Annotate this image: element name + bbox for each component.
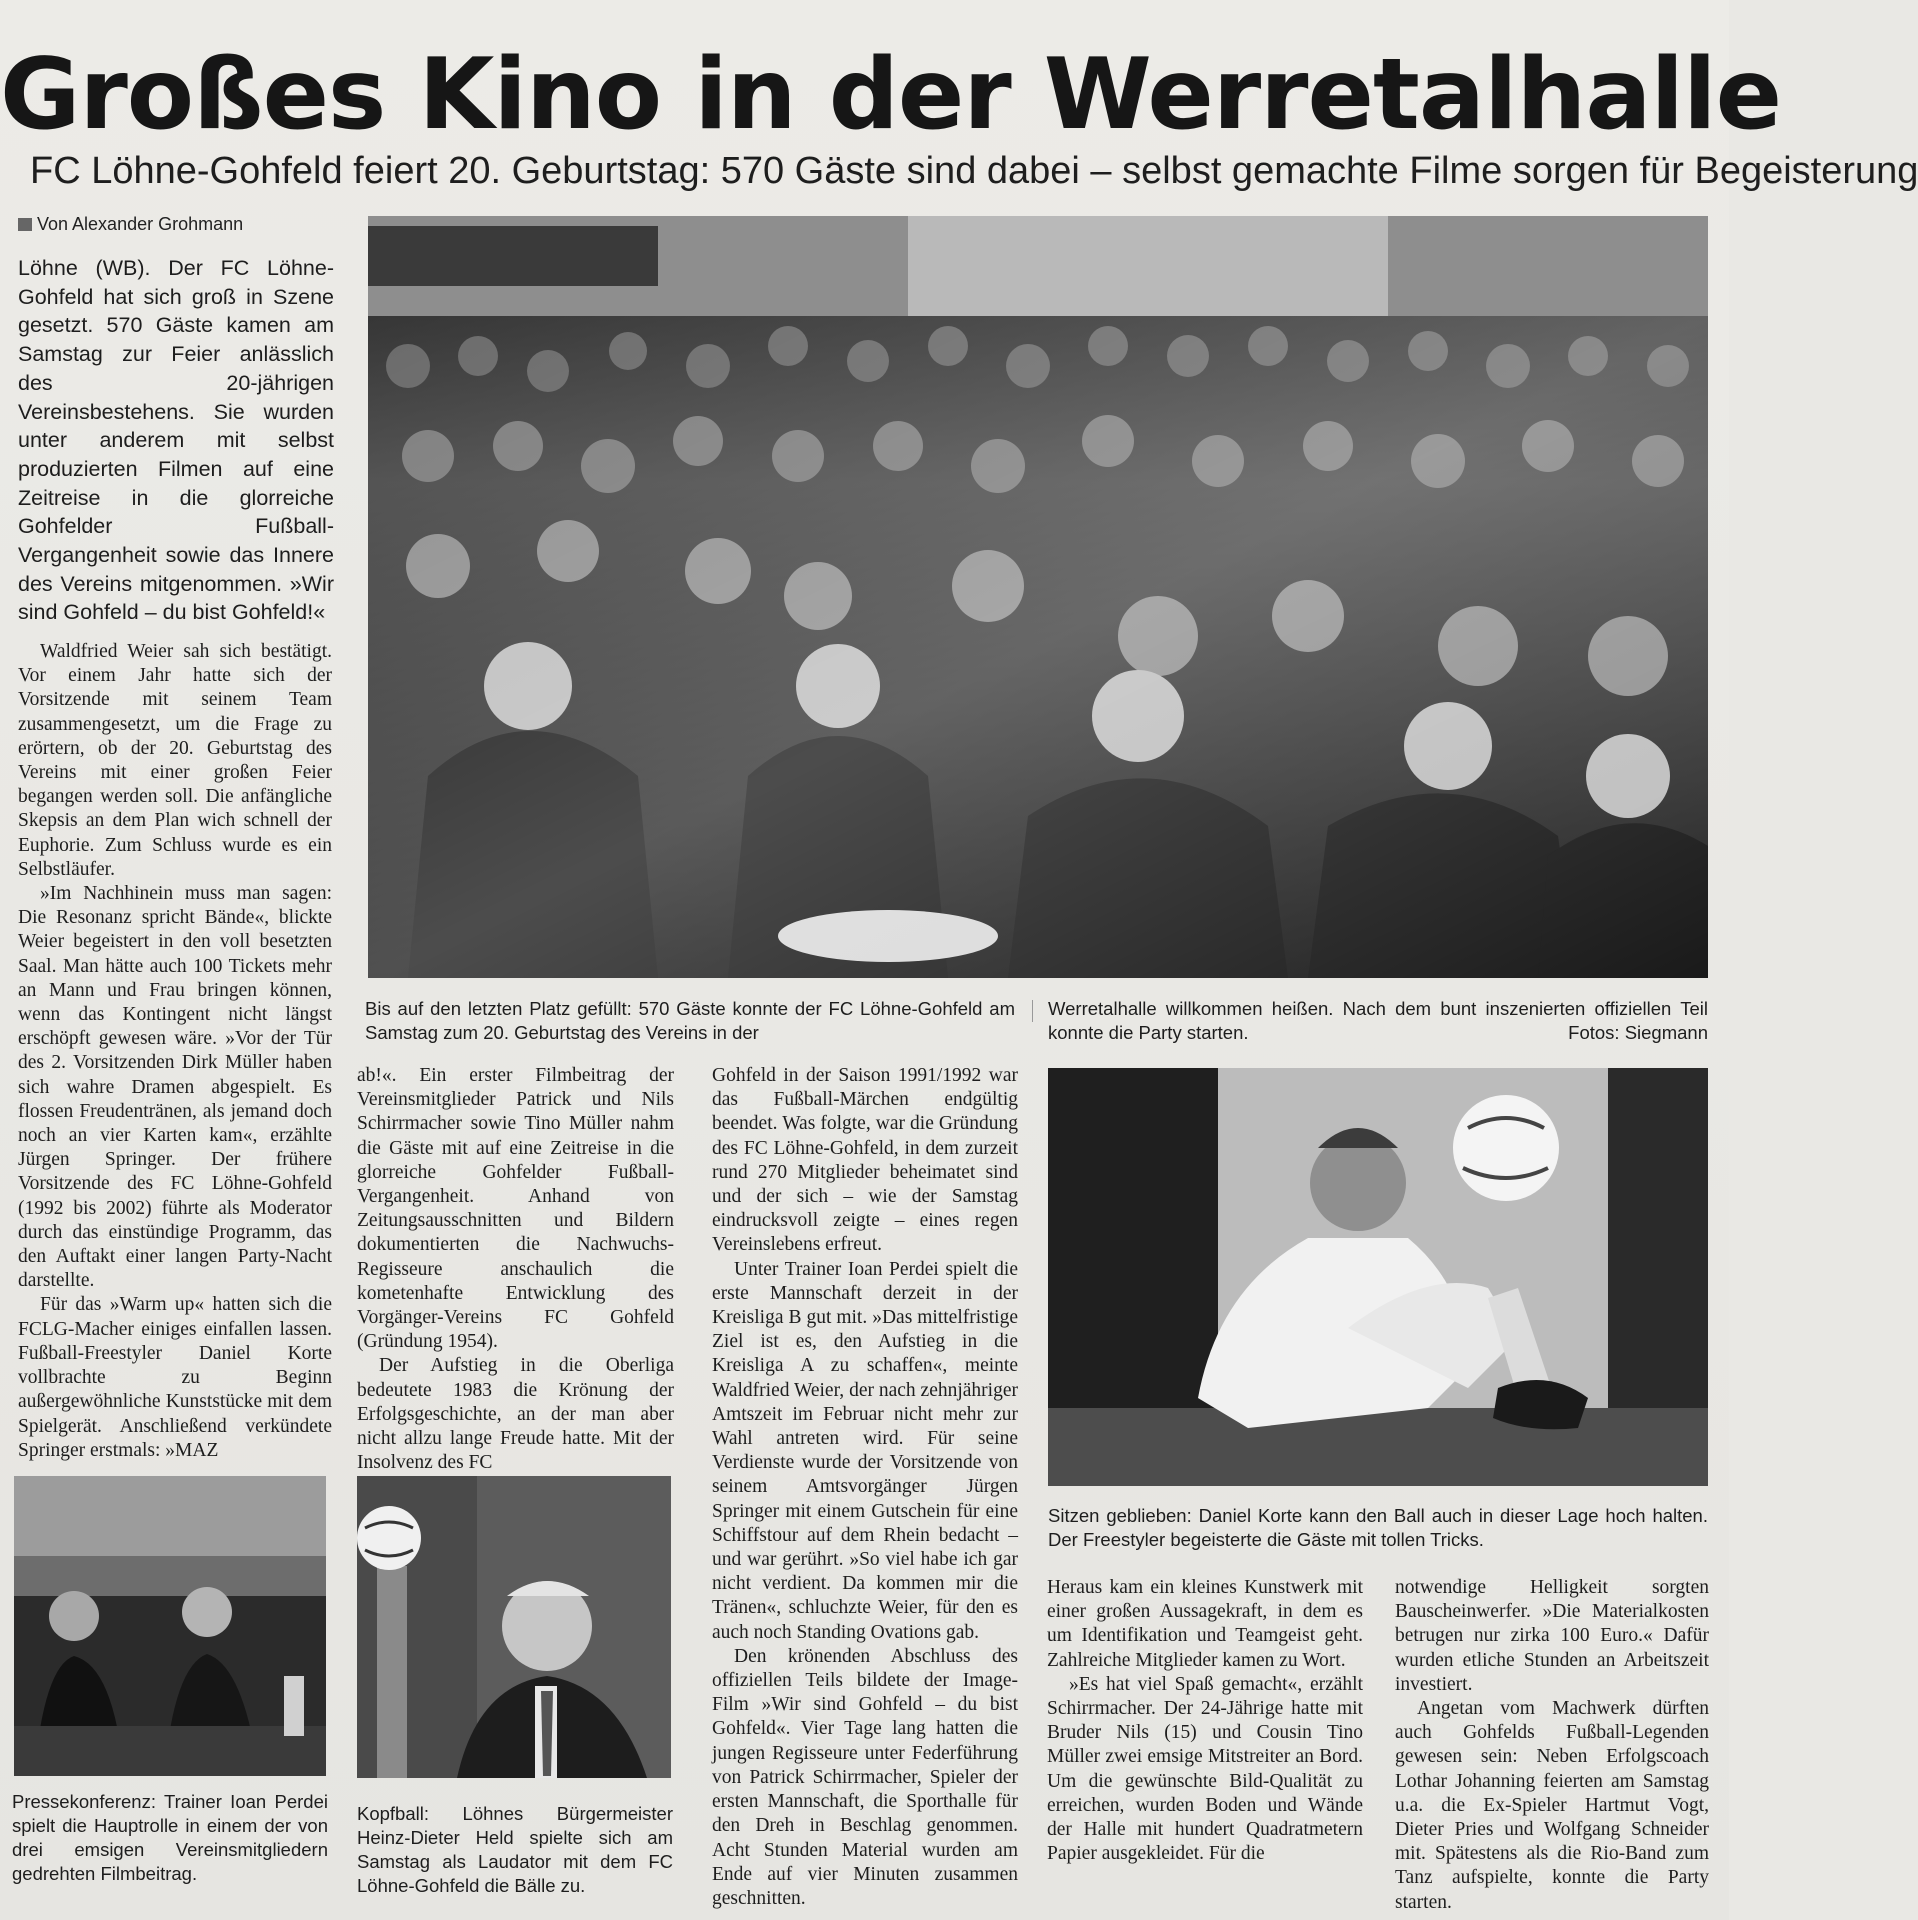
- audience-illustration: [368, 216, 1708, 978]
- press-illustration: [14, 1476, 326, 1776]
- paragraph: ab!«. Ein erster Filmbeitrag der Vereinsmitglieder Patrick und Nils Schirrmacher sowie Tino Müller nahm die Gäste mit auf eine Zeitreise in die glorreiche Gohfelder Fußball-Vergangenheit. Anhand von Zeitungsausschnitten und Bildern dokumentierten die Nachwuchs-Regisseure anschaulich die kometenhafte Entwicklung des Vorgänger-Vereins FC Gohfeld (Gründung 1954).: [357, 1065, 674, 1353]
- headline: Großes Kino in der Werretalhalle: [0, 38, 1782, 152]
- author-name: Von Alexander Grohmann: [37, 214, 244, 234]
- press-conference-photo: [14, 1476, 326, 1776]
- mayor-photo: [357, 1476, 671, 1778]
- paragraph: Gohfeld in der Saison 1991/1992 war das Fußball-Märchen endgültig beendet. Was folgte, war die Gründung des FC Löhne-Gohfeld, in dem zurzeit rund 270 Mitglieder beheimatet sind und der sich – wie der Samstag eindrucksvoll zeigte – eines regen Vereinslebens erfreut.: [712, 1065, 1018, 1256]
- paragraph: »Es hat viel Spaß gemacht«, erzählt Schirrmacher. Der 24-Jährige hatte mit Bruder Nils (15) und Cousin Tino Müller zwei emsige Mitstreiter an Bord. Um die gewünschte Bild-Qualität zu erreichen, wurden Boden und Wände der Halle mit hundert Quadratmetern Papier ausgekleidet. Für die: [1047, 1673, 1363, 1865]
- photo-credit: Fotos: Siegmann: [1568, 1022, 1708, 1043]
- main-photo-caption-right: Werretalhalle willkommen heißen. Nach dem bunt inszenierten offiziellen Teil konnte die Party starten.: [1048, 998, 1708, 1043]
- main-photo-caption-left: Bis auf den letzten Platz gefüllt: 570 Gäste konnte der FC Löhne-Gohfeld am Samstag zum 20. Geburtstag des Vereins in der: [365, 998, 1015, 1043]
- freestyler-illustration: [1048, 1068, 1708, 1486]
- column-4: [1047, 1576, 1363, 1866]
- paragraph: Waldfried Weier sah sich bestätigt. Vor einem Jahr hatte sich der Vorsitzende mit seinem Team zusammengesetzt, um die Frage zu erörtern, ob der 20. Geburtstag des Vereins mit einer großen Feier begangen werden soll. Die anfängliche Skepsis an dem Plan wich schnell der Euphorie. Zum Schluss wurde es ein Selbstläufer.: [18, 641, 332, 880]
- paragraph: notwendige Helligkeit sorgten Bauscheinwerfer. »Die Materialkosten betrugen nur zirka 100 Euro.« Dafür wurden etliche Stunden an Arbeitszeit investiert.: [1395, 1577, 1709, 1695]
- paragraph: Heraus kam ein kleines Kunstwerk mit einer großen Aussagekraft, in dem es um Identifikation und Teamgeist geht. Zahlreiche Mitglieder kamen zu Wort.: [1047, 1577, 1363, 1671]
- caption-divider: [1032, 1000, 1033, 1022]
- column-2: [357, 1064, 674, 1475]
- author-marker-icon: [18, 218, 32, 231]
- lead-paragraph: Löhne (WB). Der FC Löhne-Gohfeld hat sich groß in Szene gesetzt. 570 Gäste kamen am Samstag zur Feier anlässlich des 20-jährigen Vereinsbestehens. Sie wurden unter anderem mit selbst produzierten Filmen auf eine Zeitreise in die glorreiche Gohfelder Fußball-Vergangenheit sowie das Innere des Vereins mitgenommen. »Wir sind Gohfeld – du bist Gohfeld!«: [18, 256, 334, 625]
- press-conference-caption: Pressekonferenz: Trainer Ioan Perdei spielt die Hauptrolle in einem der von drei emsigen Vereinsmitgliedern gedrehten Filmbeitrag.: [12, 1791, 328, 1884]
- paragraph: Angetan vom Machwerk dürften auch Gohfelds Fußball-Legenden gewesen sein: Neben Erfolgscoach Lothar Johanning feierten am Samstag u.a. die Ex-Spieler Hartmut Vogt, Dieter Pries und Wolfgang Schneider mit. Spätestens als die Rio-Band zum Tanz aufspielte, konnte die Party starten.: [1395, 1698, 1709, 1913]
- freestyler-photo: [1048, 1068, 1708, 1486]
- column-3: [712, 1064, 1018, 1911]
- paragraph: Den krönenden Abschluss des offiziellen Teils bildete der Image-Film »Wir sind Gohfeld – du bist Gohfeld«. Vier Tage lang hatten die jungen Regisseure unter Federführung von Patrick Schirrmacher, Spieler der ersten Mannschaft, die Sporthalle für den Dreh in Beschlag genommen. Acht Stunden Material wurden am Ende auf vier Minuten zusammen geschnitten.: [712, 1645, 1018, 1909]
- subheadline: FC Löhne-Gohfeld feiert 20. Geburtstag: 570 Gäste sind dabei – selbst gemachte Filme sorgen für Begeisterung: [30, 150, 1918, 192]
- mayor-caption: Kopfball: Löhnes Bürgermeister Heinz-Dieter Held spielte sich am Samstag als Laudator mit dem FC Löhne-Gohfeld die Bälle zu.: [357, 1803, 673, 1896]
- paragraph: »Im Nachhinein muss man sagen: Die Resonanz spricht Bände«, blickte Weier begeistert in den voll besetzten Saal. Man hätte auch 100 Tickets mehr an Mann und Frau bringen können, wenn das Kontingent nicht längst erschöpft gewesen wäre. »Vor der Tür des 2. Vorsitzenden Dirk Müller haben sich wahre Dramen abgespielt. Es flossen Freudentränen, als jemand doch noch an vier Karten kam«, erzählte Jürgen Springer. Der frühere Vorsitzende des FC Löhne-Gohfeld (1992 bis 2002) führte als Moderator durch das einstündige Programm, das den Auftakt einer langen Party-Nacht darstellte.: [18, 883, 332, 1292]
- author-line: [18, 214, 243, 235]
- freestyler-caption: Sitzen geblieben: Daniel Korte kann den Ball auch in dieser Lage hoch halten. Der Freestyler begeisterte die Gäste mit tollen Tricks.: [1048, 1505, 1708, 1550]
- column-5: [1395, 1576, 1709, 1915]
- paragraph: Unter Trainer Ioan Perdei spielt die erste Mannschaft derzeit in der Kreisliga B gut mit. »Das mittelfristige Ziel ist es, den Aufstieg in die Kreisliga A zu schaffen«, meinte Waldfried Weier, der nach zehnjähriger Amtszeit im Februar nicht mehr zur Wahl antreten wird. Für seine Verdienste wurde der Vorsitzende von seinem Amtsvorgänger Jürgen Springer mit einem Gutschein für eine Schiffstour auf dem Rhein bedacht – und war gerührt. »So viel habe ich gar nicht verdient. Da kommen mir die Tränen«, schluchzte Weier, für den es auch noch Standing Ovations gab.: [712, 1258, 1018, 1643]
- mayor-illustration: [357, 1476, 671, 1778]
- paragraph: Für das »Warm up« hatten sich die FCLG-Macher einiges einfallen lassen. Fußball-Freestyler Daniel Korte vollbrachte zu Beginn außergewöhnliche Kunststücke mit dem Spielgerät. Anschließend verkündete Springer erstmals: »MAZ: [18, 1294, 332, 1461]
- paragraph: Der Aufstieg in die Oberliga bedeutete 1983 die Krönung der Erfolgsgeschichte, an der man aber nicht allzu lange Freude hatte. Mit der Insolvenz des FC: [357, 1355, 674, 1474]
- column-1: [18, 640, 332, 1463]
- main-photo-audience: [368, 216, 1708, 978]
